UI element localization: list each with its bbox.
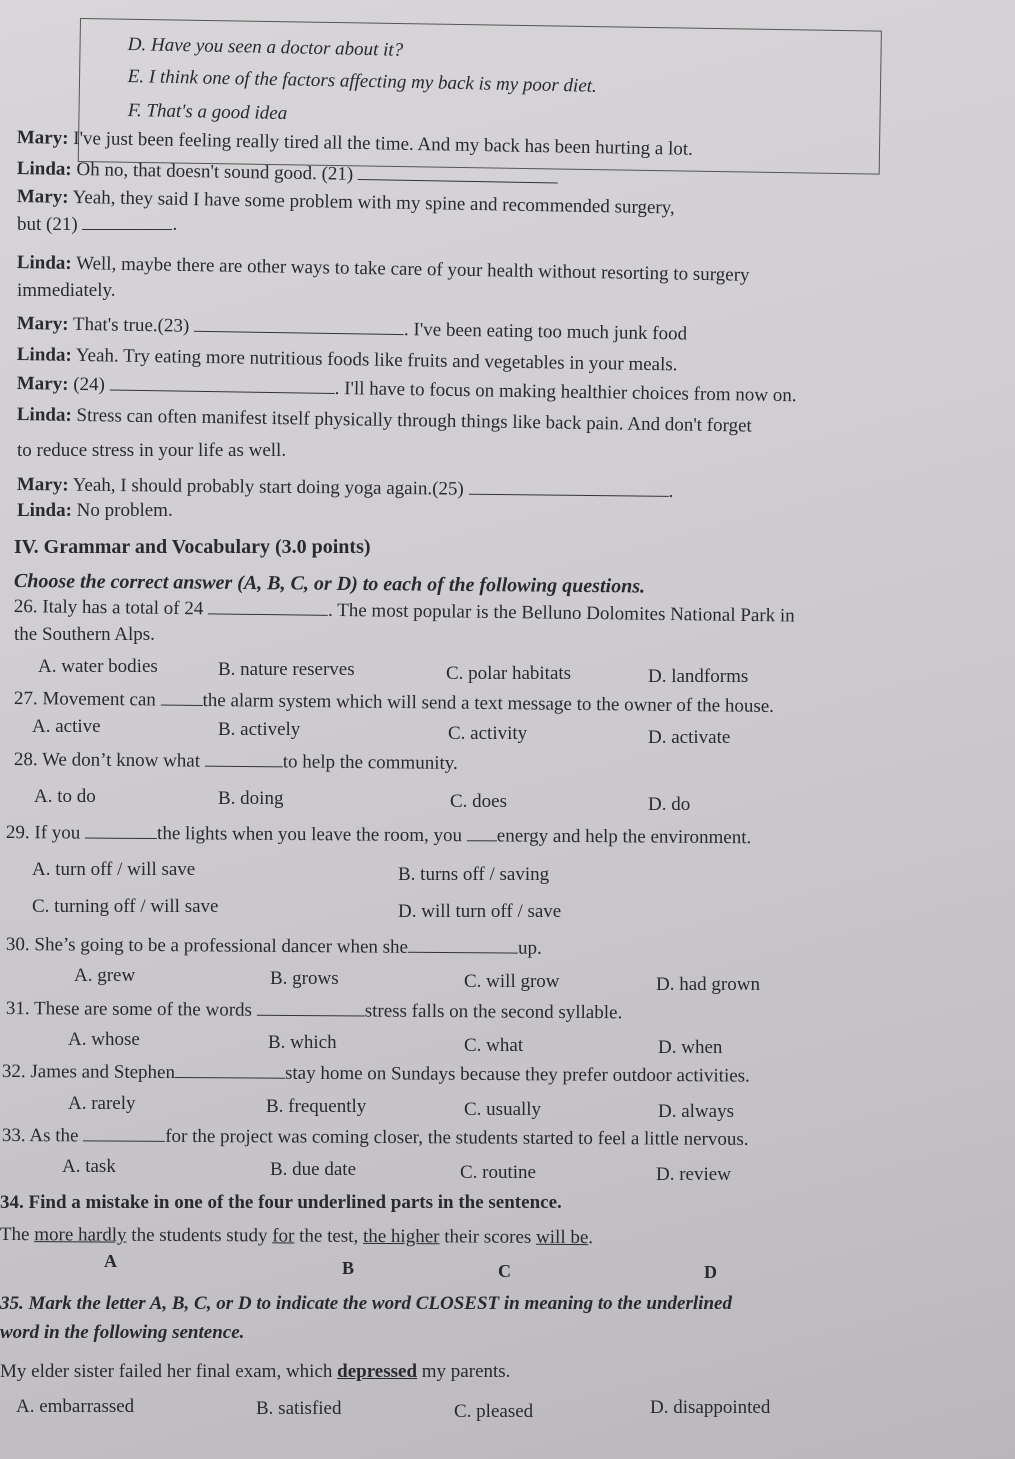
q30-option-a[interactable]: A. grew (74, 965, 136, 986)
dialogue-line-2: Linda: Oh no, that doesn't sound good. (21) (17, 158, 559, 189)
dialogue-line-8b: to reduce stress in your life as well. (17, 440, 287, 461)
label-c: C (498, 1261, 511, 1281)
q28-option-b[interactable]: B. doing (218, 788, 284, 809)
q26-option-b[interactable]: B. nature reserves (218, 659, 355, 680)
q26-option-c[interactable]: C. polar habitats (446, 663, 572, 684)
q28-option-c[interactable]: C. does (450, 791, 507, 812)
question-28-stem: 28. We don’t know what to help the community. (13, 749, 458, 774)
q31-option-d[interactable]: D. when (658, 1037, 723, 1058)
answer-blank[interactable] (194, 317, 404, 335)
q29-option-a[interactable]: A. turn off / will save (32, 859, 196, 880)
answer-blank[interactable] (358, 165, 558, 183)
underlined-part-d[interactable]: will be (536, 1226, 589, 1249)
question-29-stem: 29. If you the lights when you leave the room, you energy and help the environment. (5, 822, 752, 849)
q30-option-d[interactable]: D. had grown (656, 974, 760, 995)
dialogue-line-9: Mary: Yeah, I should probably start doing yoga again.(25) . (16, 474, 674, 502)
label-d: D (704, 1262, 717, 1282)
dialogue-line-4b: immediately. (17, 280, 116, 301)
q29-option-b[interactable]: B. turns off / saving (398, 864, 550, 885)
question-33-stem: 33. As the for the project was coming closer, the students started to feel a little nervous. (1, 1125, 749, 1150)
q28-option-a[interactable]: A. to do (34, 786, 96, 807)
underlined-part-c[interactable]: the higher (362, 1225, 440, 1248)
q35-option-a[interactable]: A. embarrassed (16, 1396, 135, 1417)
q32-option-c[interactable]: C. usually (464, 1099, 542, 1120)
q28-option-d[interactable]: D. do (648, 794, 691, 815)
question-32-stem: 32. James and Stephen stay home on Sundays because they prefer outdoor activities. (1, 1061, 750, 1087)
question-34-heading: 34. Find a mistake in one of the four underlined parts in the sentence. (0, 1192, 562, 1213)
q27-option-c[interactable]: C. activity (448, 723, 528, 744)
dialogue-line-6: Linda: Yeah. Try eating more nutritious foods like fruits and vegetables in your meals. (16, 344, 678, 376)
question-35-heading-cont: word in the following sentence. (0, 1322, 245, 1343)
dialogue-line-5: Mary: That's true.(23) . I've been eating too much junk food (16, 313, 688, 345)
question-26-stem-cont: the Southern Alps. (14, 624, 155, 645)
q35-option-c[interactable]: C. pleased (454, 1401, 534, 1422)
q26-option-a[interactable]: A. water bodies (38, 656, 158, 677)
q33-option-c[interactable]: C. routine (460, 1162, 536, 1183)
question-31-stem: 31. These are some of the words stress falls on the second syllable. (5, 998, 623, 1024)
underlined-part-b[interactable]: for (272, 1225, 295, 1247)
question-30-stem: 30. She’s going to be a professional dancer when she up. (5, 934, 542, 959)
answer-blank[interactable] (257, 1001, 365, 1017)
option-f: F. That's a good idea (127, 100, 288, 125)
q32-option-a[interactable]: A. rarely (68, 1093, 136, 1114)
q31-option-c[interactable]: C. what (464, 1035, 524, 1056)
answer-blank[interactable] (161, 691, 203, 706)
q33-option-b[interactable]: B. due date (270, 1159, 357, 1180)
q31-option-a[interactable]: A. whose (68, 1029, 140, 1050)
underlined-word: depressed (337, 1361, 418, 1382)
label-a: A (104, 1251, 117, 1271)
underlined-part-a[interactable]: more hardly (34, 1224, 127, 1246)
question-27-stem: 27. Movement can the alarm system which will send a text message to the owner of the house. (13, 688, 775, 717)
section-heading: IV. Grammar and Vocabulary (3.0 points) (14, 536, 371, 558)
answer-blank[interactable] (408, 938, 518, 954)
answer-blank[interactable] (82, 215, 172, 230)
q32-option-d[interactable]: D. always (658, 1101, 734, 1122)
dialogue-line-3: Mary: Yeah, they said I have some problem with my spine and recommended surgery, (16, 186, 675, 219)
q31-option-b[interactable]: B. which (268, 1032, 337, 1053)
answer-blank[interactable] (467, 826, 497, 841)
answer-blank[interactable] (205, 752, 283, 768)
dialogue-line-4: Linda: Well, maybe there are other ways to take care of your health without resorting to surgery (16, 252, 750, 286)
dialogue-line-7: Mary: (24) . I'll have to focus on making healthier choices from now on. (16, 373, 797, 407)
q29-option-c[interactable]: C. turning off / will save (32, 896, 219, 917)
question-26-stem: 26. Italy has a total of 24 . The most popular is the Belluno Dolomites National Park in (13, 596, 795, 627)
q30-option-c[interactable]: C. will grow (464, 971, 560, 992)
q27-option-a[interactable]: A. active (32, 716, 101, 737)
q27-option-d[interactable]: D. activate (648, 727, 731, 748)
q27-option-b[interactable]: B. actively (218, 719, 301, 740)
option-d: D. Have you seen a doctor about it? (127, 34, 404, 61)
q26-option-d[interactable]: D. landforms (648, 666, 749, 687)
dialogue-line-10: Linda: No problem. (17, 500, 173, 521)
dialogue-line-1: Mary: I've just been feeling really tired all the time. And my back has been hurting a lot. (16, 127, 694, 160)
label-b: B (342, 1258, 355, 1278)
section-instruction: Choose the correct answer (A, B, C, or D) to each of the following questions. (13, 570, 646, 598)
q33-option-a[interactable]: A. task (62, 1156, 116, 1177)
q29-option-d[interactable]: D. will turn off / save (398, 901, 562, 922)
answer-blank[interactable] (83, 1126, 165, 1141)
answer-blank[interactable] (175, 1063, 285, 1079)
answer-blank[interactable] (208, 599, 328, 615)
answer-blank[interactable] (85, 824, 157, 840)
q35-option-b[interactable]: B. satisfied (256, 1398, 342, 1419)
dialogue-line-8: Linda: Stress can often manifest itself physically through things like back pain. And don't forget (16, 404, 752, 437)
q33-option-d[interactable]: D. review (656, 1164, 731, 1185)
question-35-sentence: My elder sister failed her final exam, which depressed my parents. (0, 1361, 511, 1382)
option-e: E. I think one of the factors affecting my back is my poor diet. (127, 66, 597, 97)
answer-blank[interactable] (469, 480, 669, 497)
question-34-sentence: The more hardly the students study for the test, the higher their scores will be. (0, 1224, 594, 1249)
q32-option-b[interactable]: B. frequently (266, 1096, 367, 1117)
q30-option-b[interactable]: B. grows (270, 968, 339, 989)
question-35-heading: 35. Mark the letter A, B, C, or D to indicate the word CLOSEST in meaning to the underlined (0, 1293, 732, 1314)
dialogue-line-3b: but (21) . (17, 214, 178, 235)
answer-blank[interactable] (110, 375, 335, 394)
q35-option-d[interactable]: D. disappointed (650, 1397, 771, 1418)
